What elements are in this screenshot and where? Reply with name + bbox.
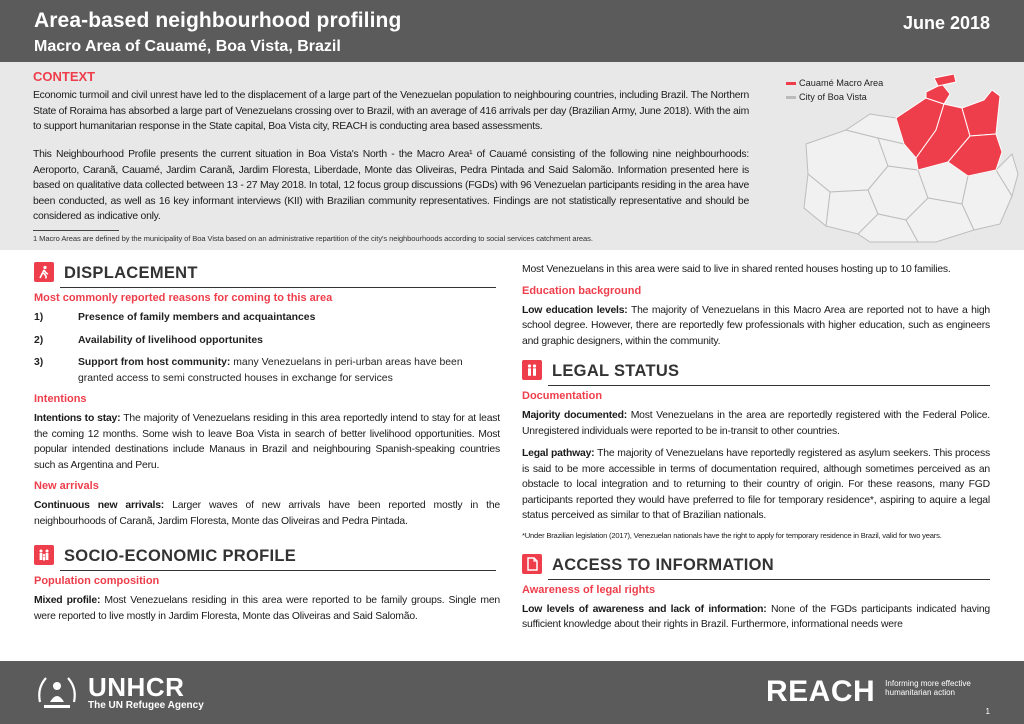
legal-title: LEGAL STATUS: [552, 362, 680, 380]
housing-text: Most Venezuelans in this area were said to live in shared rented houses hosting up to 10 families.: [522, 264, 951, 275]
reason-text: many Venezuelans in peri-urban areas have been granted access to semi constructed houses in exchange for services: [78, 357, 463, 384]
education-text: [522, 303, 990, 350]
page-number: 1: [985, 707, 990, 716]
socio-header: [34, 541, 500, 573]
population-text: [34, 593, 500, 624]
reasons-heading: Most commonly reported reasons for coming to this area: [34, 292, 333, 304]
rights-lead: Low levels of awareness and lack of information:: [522, 603, 767, 615]
rights-body: None of the FGDs participants indicated having sufficient knowledge about their rights in Brazil. Furthermore, informational needs were: [522, 603, 990, 630]
legal-header: [522, 356, 990, 388]
list-number: 1): [34, 312, 44, 323]
cauame-district: [934, 74, 956, 86]
reason-title: Support from host community:: [78, 357, 231, 368]
report-date: June 2018: [902, 13, 990, 33]
list-item: [34, 355, 500, 386]
population-lead: Mixed profile:: [34, 595, 101, 606]
legislation-note: *Under Brazilian legislation (2017), Venezuelan nationals have the right to apply for temporary residence in Brazil, valid for two years.: [522, 530, 942, 540]
legend-label: City of Boa Vista: [799, 92, 867, 102]
legend-item-city: [786, 90, 883, 104]
documentation-text: [522, 408, 990, 439]
pathway-lead: Legal pathway:: [522, 448, 595, 459]
family-icon: [34, 545, 54, 565]
section-rule: [60, 287, 496, 288]
documentation-lead: Majority documented:: [522, 410, 627, 421]
education-body: The majority of Venezuelans in this Macro Area are reported not to have a high school degree. However, there are reportedly few professionals with higher education, such as engineers and graphic designers, within the community.: [522, 304, 990, 347]
arrivals-heading: New arrivals: [34, 480, 99, 492]
list-number: 3): [34, 357, 44, 368]
population-body: Most Venezuelans residing in this area were reported to be family groups. Single men were reported to live mostly in Jardim Floresta, Monte das Oliveiras and Said Salomão.: [34, 595, 500, 622]
access-title: ACCESS TO INFORMATION: [552, 555, 775, 574]
context-section: [0, 62, 1024, 250]
unhcr-name: UNHCR: [88, 672, 185, 702]
list-item: [34, 310, 500, 326]
intentions-lead: Intentions to stay:: [34, 413, 121, 424]
people-icon: [522, 360, 542, 380]
reach-logo: [766, 675, 975, 709]
rights-heading: Awareness of legal rights: [522, 583, 656, 596]
intentions-text: [34, 411, 500, 473]
page-footer: [0, 661, 1024, 724]
rights-text: [522, 602, 990, 633]
education-lead: Low education levels:: [522, 304, 628, 316]
legend-item-cauame: [786, 76, 883, 90]
unhcr-logo: [34, 671, 204, 715]
context-paragraph-1: Economic turmoil and civil unrest have led to the displacement of a large part of the Venezuelan population to neighbouring countries, including Brazil. The Northern State of Roraima has absorbed a large part of Venezuelans crossing over to Brazil, with an average of 416 arrivals per day (Brazilian Army, June 2018). With the aim to support humanitarian response in the State capital, Boa Vista city, REACH is conducting area based assessments.: [33, 90, 749, 133]
context-heading: CONTEXT: [33, 69, 96, 84]
left-column: [34, 254, 500, 631]
page-header: [0, 0, 1024, 62]
reach-name: REACH: [766, 675, 876, 708]
pathway-text: [522, 446, 990, 524]
arrivals-lead: Continuous new arrivals:: [34, 500, 165, 511]
documentation-body: Most Venezuelans in the area are reportedly registered with the Federal Police. Unregistered individuals were reported to be in-transit to other countries.: [522, 410, 990, 437]
document-icon: [522, 554, 542, 574]
population-heading: Population composition: [34, 575, 160, 587]
reach-tagline: Informing more effective humanitarian action: [885, 679, 971, 697]
section-rule: [60, 570, 496, 571]
arrivals-text: [34, 498, 500, 529]
reason-title: Availability of livelihood opportunites: [78, 334, 263, 346]
cauame-district: [962, 90, 1000, 136]
unhcr-emblem-icon: [34, 672, 80, 714]
section-rule: [548, 579, 990, 580]
list-number: 2): [34, 334, 44, 346]
page-subtitle: Macro Area of Cauamé, Boa Vista, Brazil: [34, 38, 341, 55]
legend-swatch: [786, 96, 796, 99]
pathway-body: The majority of Venezuelans have reportedly registered as asylum seekers. This process is said to be more accessible in terms of documentation required, although sometimes perceived as an obstacle to local integration and to returning to their country of origin. For these reasons, many FGD participants reported they would have preferred to file for temporary residence*, aspiring to aquire a legal status perceived as similar to that of Brazilian nationals.: [522, 448, 990, 521]
documentation-heading: Documentation: [522, 390, 603, 402]
displacement-title: DISPLACEMENT: [64, 264, 198, 282]
access-header: [522, 550, 990, 582]
legend-swatch: [786, 82, 796, 85]
person-walking-icon: [34, 262, 54, 282]
intentions-body: The majority of Venezuelans residing in this area reportedly intend to stay for at least the coming 12 months. Some wish to leave Boa Vista in search of better livelihood opportunities. Most popular intended destinations include Manaus in Brazil and neighbouring Spanish-speaking countries such as Argentina and Peru.: [34, 413, 500, 471]
legend-label: Cauamé Macro Area: [799, 78, 884, 88]
context-paragraph-2: This Neighbourhood Profile presents the current situation in Boa Vista's North - the Macro Area¹ of Cauamé consisting of the following nine neighbourhoods: Aeroporto, Caranã, Cauamé, Jardim Caranã, Jardim Floresta, Liberdade, Monte das Oliveiras, Pedra Pintada and Said Salomão. Information presented here is based on qualitative data collected between 13 - 27 May 2018. In total, 12 focus group discussions (FGDs) with 96 Venezuelan participants residing in the area have been conducted, as well as 16 key informant interviews (KII) with Brazilian community representatives. Findings are not statistically representative and should be considered as indicative only.: [33, 149, 749, 223]
reason-title: Presence of family members and acquaintances: [78, 312, 316, 323]
list-item: [34, 333, 500, 349]
map-legend: [786, 76, 883, 104]
intentions-heading: Intentions: [34, 393, 87, 405]
right-column: [522, 262, 990, 640]
context-footnote: 1 Macro Areas are defined by the municipality of Boa Vista based on an administrative repartition of the city's neighbourhoods according to social services catchment areas.: [33, 234, 593, 243]
section-rule: [548, 385, 990, 386]
socio-title: SOCIO-ECONOMIC PROFILE: [64, 547, 297, 565]
unhcr-tagline: The UN Refugee Agency: [88, 700, 204, 711]
education-heading: Education background: [522, 284, 642, 297]
page-title: Area-based neighbourhood profiling: [34, 9, 402, 32]
footnote-rule: [33, 230, 119, 231]
arrivals-body: Larger waves of new arrivals have been reported mostly in the neighbourhoods of Caranã, Jardim Floresta, Monte das Oliveiras and Pedra Pintada.: [34, 500, 500, 527]
displacement-header: [34, 258, 500, 290]
